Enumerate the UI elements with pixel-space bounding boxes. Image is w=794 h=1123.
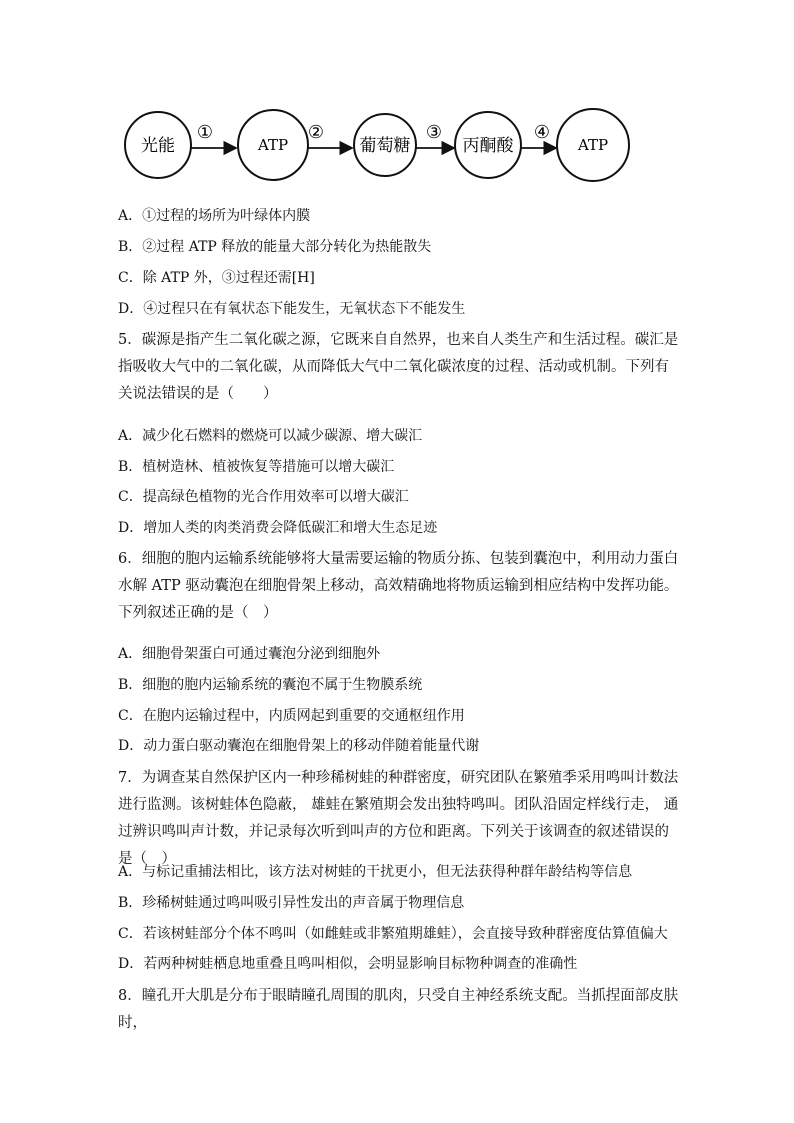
node-atp-1: [238, 110, 308, 180]
node-label: 光能: [141, 136, 175, 156]
step-label: ②: [307, 122, 325, 143]
q5-option-a: A．减少化石燃料的燃烧可以减少碳源、增大碳汇: [118, 428, 423, 444]
q5-option-b: B．植树造林、植被恢复等措施可以增大碳汇: [118, 459, 395, 475]
q4-option-b: B．②过程 ATP 释放的能量大部分转化为热能散失: [118, 239, 432, 255]
step-label: ③: [425, 122, 443, 143]
q7-option-b: B．珍稀树蛙通过鸣叫吸引异性发出的声音属于物理信息: [118, 895, 465, 911]
q5-stem: 5．碳源是指产生二氧化碳之源，它既来自自然界，也来自人类生产和生活过程。碳汇是指吸收大气中的二氧化碳，从而降低大气中二氧化碳浓度的过程、活动或机制。下列有关说法错误的是（ ）: [118, 332, 679, 402]
q6-option-d: D．动力蛋白驱动囊泡在细胞骨架上的移动伴随着能量代谢: [118, 738, 480, 754]
node-label: 葡萄糖: [359, 136, 411, 156]
q4-option-a: A．①过程的场所为叶绿体内膜: [118, 208, 311, 224]
node-glucose: [354, 114, 416, 176]
q6-option-c: C．在胞内运输过程中，内质网起到重要的交通枢纽作用: [118, 708, 465, 724]
q5-option-c: C．提高绿色植物的光合作用效率可以增大碳汇: [118, 489, 409, 505]
q6-option-a: A．细胞骨架蛋白可通过囊泡分泌到细胞外: [118, 646, 381, 662]
q4-option-d: D．④过程只在有氧状态下能发生，无氧状态下不能发生: [118, 301, 466, 317]
q7-option-c: C．若该树蛙部分个体不鸣叫（如雌蛙或非繁殖期雄蛙），会直接导致种群密度估算值偏大: [118, 926, 668, 942]
q7-option-a: A．与标记重捕法相比，该方法对树蛙的干扰更小，但无法获得种群年龄结构等信息: [118, 864, 633, 880]
node-atp-2: [557, 109, 629, 181]
node-label: ATP: [577, 136, 609, 154]
node-light-energy: [125, 112, 191, 178]
step-label: ①: [196, 122, 214, 143]
node-pyruvate: [455, 112, 521, 178]
q4-option-c: C．除 ATP 外，③过程还需[H]: [118, 270, 315, 286]
q6-option-b: B．细胞的胞内运输系统的囊泡不属于生物膜系统: [118, 677, 423, 693]
q7-stem: 7．为调查某自然保护区内一种珍稀树蛙的种群密度，研究团队在繁殖季采用鸣叫计数法进行监测。该树蛙体色隐蔽， 雄蛙在繁殖期会发出独特鸣叫。团队沿固定样线行走， 通过辨识鸣叫声计数，并记录每次听到叫声的方位和距离。下列关于该调查的叙述错误的是（ ）: [118, 770, 679, 867]
step-label: ④: [533, 122, 551, 143]
q5-option-d: D．增加人类的肉类消费会降低碳汇和增大生态足迹: [118, 520, 438, 536]
q7-option-d: D．若两种树蛙栖息地重叠且鸣叫相似，会明显影响目标物种调查的准确性: [118, 956, 578, 972]
q8-stem: 8．瞳孔开大肌是分布于眼睛瞳孔周围的肌肉，只受自主神经系统支配。当抓捏面部皮肤时，: [118, 988, 679, 1031]
reaction-chain-diagram: [0, 0, 794, 200]
node-label: ATP: [257, 136, 289, 154]
q6-stem: 6．细胞的胞内运输系统能够将大量需要运输的物质分拣、包装到囊泡中，利用动力蛋白水解 ATP 驱动囊泡在细胞骨架上移动，高效精确地将物质运输到相应结构中发挥功能。下列叙述正确的是（ ）: [118, 551, 679, 621]
node-label: 丙酮酸: [462, 136, 514, 156]
